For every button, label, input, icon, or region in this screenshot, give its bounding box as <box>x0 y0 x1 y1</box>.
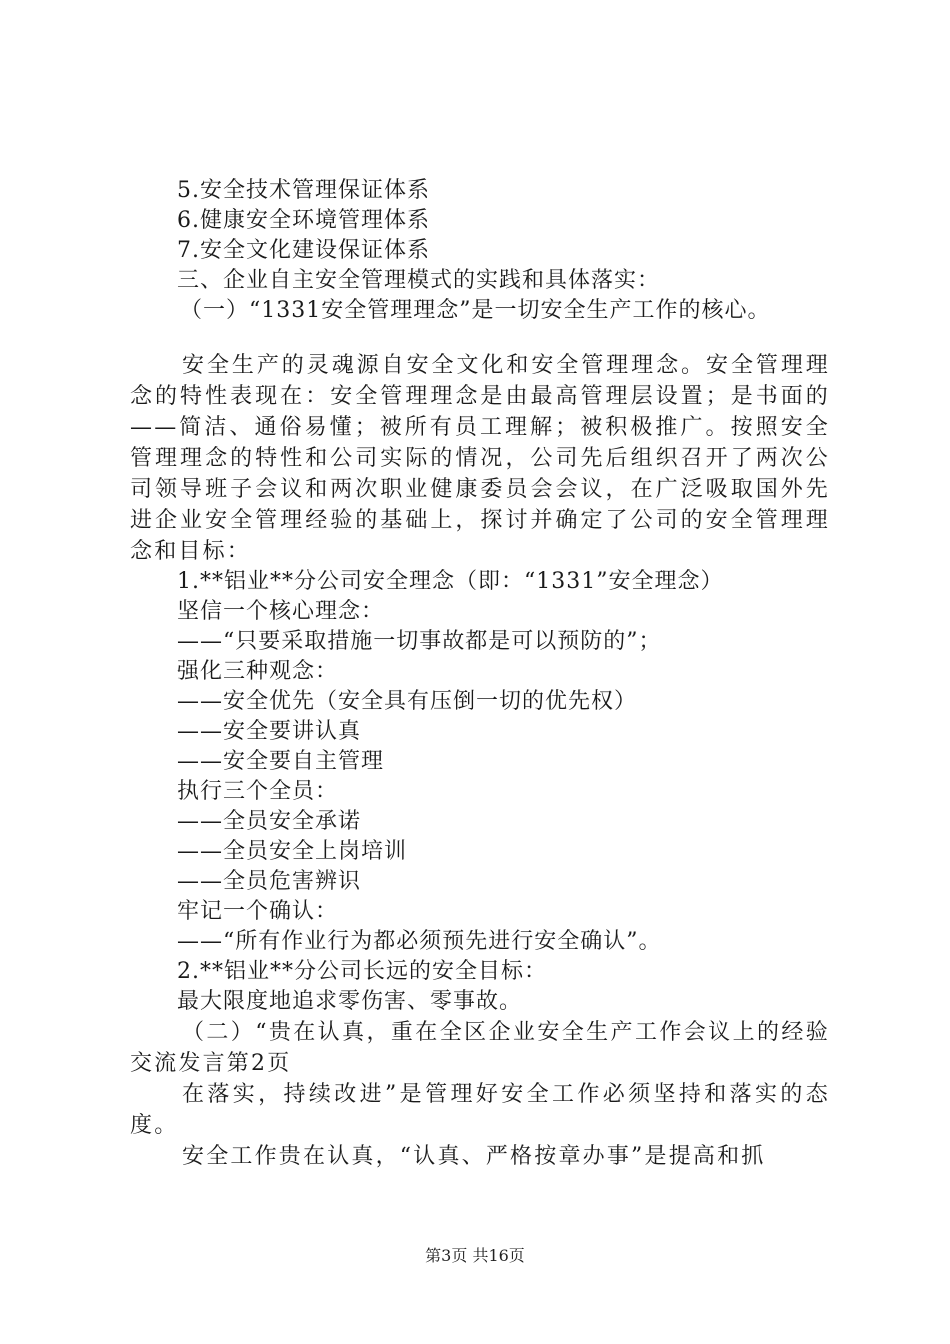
text-line: ——安全要讲认真 <box>177 719 362 744</box>
section-heading: 三、企业自主安全管理模式的实践和具体落实： <box>177 268 661 293</box>
text-line: 执行三个全员： <box>177 779 339 804</box>
page-footer: 第3页 共16页 <box>425 1246 525 1265</box>
text-line: 6.健康安全环境管理体系 <box>177 208 430 233</box>
document-body <box>130 176 830 1172</box>
text-line: 坚信一个核心理念： <box>177 599 385 624</box>
text-line: 2.**铝业**分公司长远的安全目标： <box>177 959 547 984</box>
body-paragraph: 安全生产的灵魂源自安全文化和安全管理理念。安全管理理念的特性表现在：安全管理理念是由最高管理层设置；是书面的——简洁、通俗易懂；被所有员工理解；被积极推广。按照安全管理理念的特性和公司实际的情况，公司先后组织召开了两次公司领导班子会议和两次职业健康委员会会议，在广泛吸取国外先进企业安全管理经验的基础上，探讨并确定了公司的安全管理理念和目标： <box>130 353 830 564</box>
text-line: ——“所有作业行为都必须预先进行安全确认”。 <box>177 929 662 954</box>
subsection-heading: （一）“1331安全管理理念”是一切安全生产工作的核心。 <box>180 298 771 323</box>
text-line: ——全员危害辨识 <box>177 869 362 894</box>
text-line: ——安全要自主管理 <box>177 749 385 774</box>
text-line: 最大限度地追求零伤害、零事故。 <box>177 989 523 1014</box>
text-line: 1.**铝业**分公司安全理念（即：“1331”安全理念） <box>177 569 724 594</box>
text-line: 牢记一个确认： <box>177 899 339 924</box>
text-line: ——安全优先（安全具有压倒一切的优先权） <box>177 689 638 714</box>
text-line: 强化三种观念： <box>177 659 339 684</box>
text-line: ——全员安全上岗培训 <box>177 839 408 864</box>
body-paragraph: 在落实，持续改进”是管理好安全工作必须坚持和落实的态度。 <box>130 1082 830 1138</box>
text-line: 7.安全文化建设保证体系 <box>177 238 430 263</box>
subsection-heading: （二）“贵在认真，重在全区企业安全生产工作会议上的经验交流发言第2页 <box>130 1020 830 1076</box>
text-line: ——“只要采取措施一切事故都是可以预防的”； <box>177 629 662 654</box>
body-paragraph: 安全工作贵在认真，“认真、严格按章办事”是提高和抓 <box>182 1144 766 1169</box>
text-line: 5.安全技术管理保证体系 <box>177 178 430 203</box>
text-line: ——全员安全承诺 <box>177 809 362 834</box>
